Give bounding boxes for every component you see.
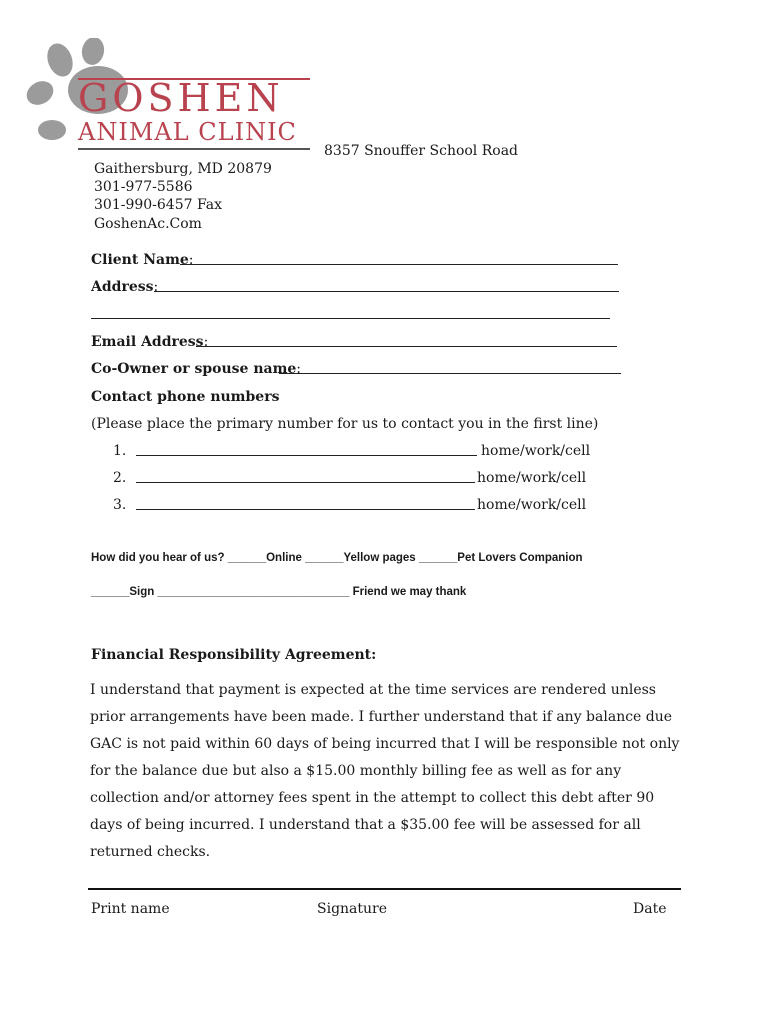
logo-text-animal-clinic: ANIMAL CLINIC bbox=[78, 118, 297, 146]
contact-note: (Please place the primary number for us to contact you in the first line) bbox=[91, 416, 599, 432]
clinic-website: GoshenAc.Com bbox=[94, 216, 202, 232]
referral-row-2 bbox=[91, 586, 466, 598]
email-label: Email Address: bbox=[91, 334, 209, 350]
address-line-1[interactable] bbox=[154, 291, 619, 292]
phone-number-2-index: 2. bbox=[113, 470, 127, 486]
pet-lovers-option: Pet Lovers Companion bbox=[457, 552, 583, 564]
referral-row-1 bbox=[91, 552, 583, 564]
phone-line-1[interactable] bbox=[136, 455, 477, 456]
email-line[interactable] bbox=[196, 346, 617, 347]
pet-lovers-blank[interactable]: ______ bbox=[418, 552, 458, 564]
address-line-2[interactable] bbox=[91, 318, 610, 319]
signature-label: Signature bbox=[317, 901, 388, 917]
friend-blank[interactable]: ______________________________ bbox=[157, 586, 350, 598]
clinic-phone: 301-977-5586 bbox=[94, 179, 193, 195]
clinic-city: Gaithersburg, MD 20879 bbox=[94, 161, 272, 177]
online-blank[interactable]: ______ bbox=[227, 552, 267, 564]
address-label: Address: bbox=[91, 279, 159, 295]
phone-type-1: home/work/cell bbox=[481, 443, 591, 459]
friend-option: Friend we may thank bbox=[352, 586, 467, 598]
client-name-line[interactable] bbox=[180, 264, 618, 265]
agreement-body: I understand that payment is expected at the time services are rendered unless prior arrangements have been made. I further understand that if any balance due GAC is not paid within 60 days of being incurred that I will be responsible not only for the balance due but also a $15.00 monthly billing fee as well as for any collection and/or attorney fees spent in the attempt to collect this debt after 90 days of being incurred. I understand that a $35.00 fee will be assessed for all returned checks. bbox=[90, 682, 680, 860]
online-option: Online bbox=[266, 552, 302, 564]
phone-line-2[interactable] bbox=[136, 482, 475, 483]
agreement-title: Financial Responsibility Agreement: bbox=[91, 647, 377, 663]
coowner-label: Co-Owner or spouse name: bbox=[91, 361, 302, 377]
contact-heading: Contact phone numbers bbox=[91, 389, 280, 405]
referral-question: How did you hear of us? bbox=[91, 552, 225, 564]
clinic-fax: 301-990-6457 Fax bbox=[94, 197, 222, 213]
signature-line[interactable] bbox=[88, 888, 681, 890]
phone-line-3[interactable] bbox=[136, 509, 475, 510]
phone-number-3-index: 3. bbox=[113, 497, 127, 513]
sign-blank[interactable]: ______ bbox=[91, 586, 130, 598]
logo-text-goshen: GOSHEN bbox=[78, 76, 284, 120]
phone-type-3: home/work/cell bbox=[477, 497, 587, 513]
sign-option: Sign bbox=[129, 586, 155, 598]
print-name-label: Print name bbox=[91, 901, 170, 917]
phone-type-2: home/work/cell bbox=[477, 470, 587, 486]
date-label: Date bbox=[633, 901, 667, 917]
phone-number-1-index: 1. bbox=[113, 443, 127, 459]
yellow-pages-blank[interactable]: ______ bbox=[305, 552, 344, 564]
client-name-label: Client Name: bbox=[91, 252, 194, 268]
clinic-street: 8357 Snouffer School Road bbox=[324, 143, 519, 159]
yellow-pages-option: Yellow pages bbox=[343, 552, 416, 564]
coowner-line[interactable] bbox=[279, 373, 621, 374]
